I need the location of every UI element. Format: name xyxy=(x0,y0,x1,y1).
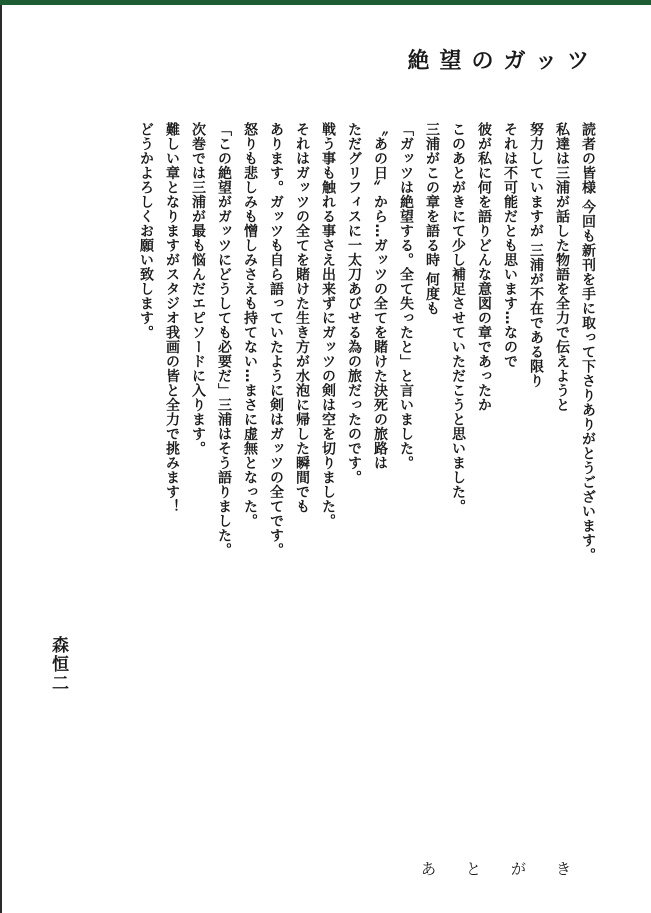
body-line: それは不可能だとも思います…なので xyxy=(502,122,518,369)
author-signature: 森恒二 xyxy=(48,636,68,693)
body-line: 「ガッツは絶望する。全て失ったと」と言いました。 xyxy=(398,122,414,470)
body-line: 努力していますが 三浦が不在である限り xyxy=(528,122,544,389)
page-title: 絶望のガッツ xyxy=(407,49,599,74)
footer-label: あとがき xyxy=(420,860,601,878)
body-line: 〝あの日〟から…ガッツの全てを賭けた決死の旅路は xyxy=(372,122,388,470)
body-line: このあとがきにて少し補足させていただこうと思いました。 xyxy=(450,122,466,514)
body-line: 戦う事も触れる事さえ出来ずにガッツの剣は空を切りました。 xyxy=(320,122,336,528)
body-line: 難しい章となりますがスタジオ我画の皆と全力で挑みます！ xyxy=(164,122,180,514)
body-line: 私達は三浦が話した物語を全力で伝えようと xyxy=(554,122,570,412)
body-line: 怒りも悲しみも憎しみさえも持てない…まさに虚無となった。 xyxy=(242,122,258,528)
body-line: 三浦がこの章を語る時 何度も xyxy=(424,122,440,316)
body-line: ただグリフィスに一太刀あびせる為の旅だったのです。 xyxy=(346,122,362,485)
afterword-body xyxy=(41,122,601,682)
top-accent-bar xyxy=(0,0,651,5)
body-line: 読者の皆様 今回も新刊を手に取って下さりありがとうございます。 xyxy=(580,122,596,563)
body-line: 次巻では三浦が最も悩んだエピソードに入ります。 xyxy=(190,122,206,456)
body-line: 「この絶望がガッツにどうしても必要だ」三浦はそう語りました。 xyxy=(216,122,232,557)
body-line: それはガッツの全てを賭けた生き方が水泡に帰した瞬間でも xyxy=(294,122,310,514)
body-line: あります。ガッツも自ら語っていたように剣はガッツの全てです。 xyxy=(268,122,284,557)
page-left-edge xyxy=(0,5,2,913)
body-line: どうかよろしくお願い致します。 xyxy=(138,122,154,340)
body-line: 彼が私に何を語りどんな意図の章であったか xyxy=(476,122,492,412)
